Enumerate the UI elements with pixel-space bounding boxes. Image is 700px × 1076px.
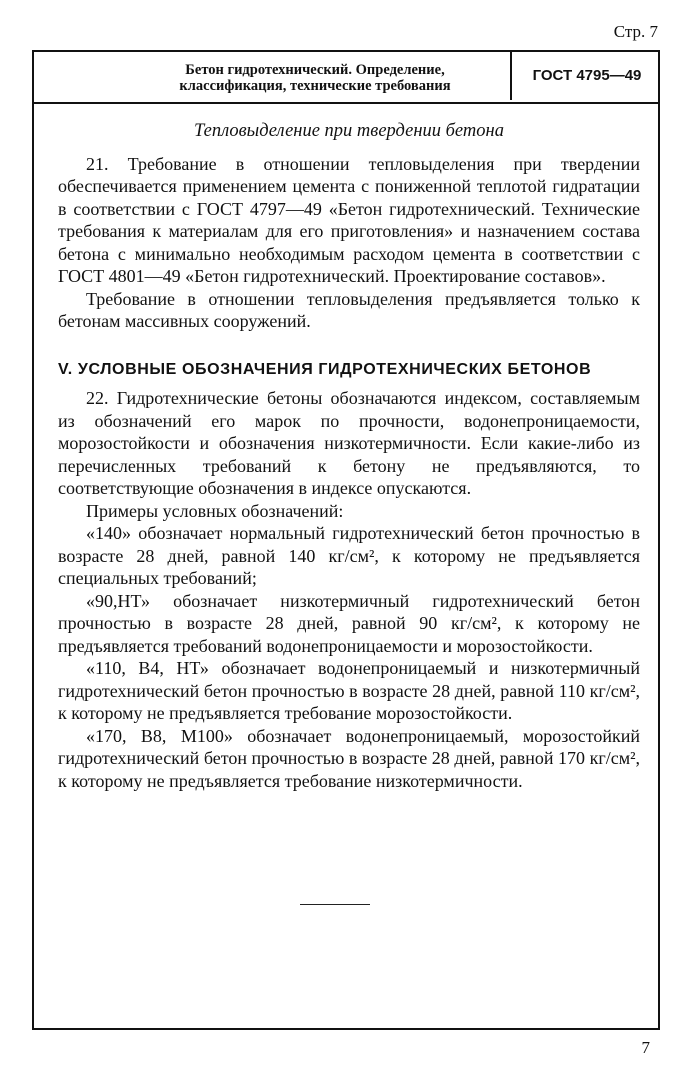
frame-left-border [32, 50, 34, 1030]
example-170-b8-m100: «170, В8, М100» обозначает водонепроницаемый, морозостойкий гидротехнический бетон прочностью в возрасте 28 дней, равной 170 кг/см², к которому не предъявляется требование низкотермичности. [58, 725, 640, 791]
page-number-bottom: 7 [641, 1038, 650, 1057]
standard-code: ГОСТ 4795—49 [532, 67, 642, 84]
section-title: V. УСЛОВНЫЕ ОБОЗНАЧЕНИЯ ГИДРОТЕХНИЧЕСКИХ БЕТОНОВ [58, 360, 592, 378]
paragraph-22: 22. Гидротехнические бетоны обозначаются индексом, составляемым из обозначений его марок по прочности, водонепроницаемости, морозостойкости и обозначения низкотермичности. Если какие-либо из перечисленных требований к бетону не предъявляются, то соответствующие обозначения в индексе опускаются. [58, 388, 640, 498]
examples-heading: Примеры условных обозначений: [86, 500, 344, 521]
paragraph-21: 21. Требование в отношении тепловыделения при твердении обеспечивается применением цемента с пониженной теплотой гидратации в соответствии с ГОСТ 4797—49 «Бетон гидротехнический. Технические требования к материалам для его приготовления» и назначением состава бетона с минимально необходимым расходом цемента в соответствии с ГОСТ 4801—49 «Бетон гидротехнический. Проектирование составов». [58, 153, 640, 286]
header-title-line-1: Бетон гидротехнический. Определение, [185, 62, 445, 78]
header-divider [510, 52, 512, 100]
header-title [110, 62, 520, 94]
frame-bottom-border [32, 1028, 660, 1030]
paragraph-heat-note: Требование в отношении тепловыделения предъявляется только к бетонам массивных сооружений. [58, 288, 640, 331]
document-header [32, 50, 660, 104]
subsection-title: Тепловыделение при твердении бетона [194, 121, 504, 141]
frame-right-border [658, 50, 660, 1030]
example-90-nt: «90,НТ» обозначает низкотермичный гидротехнический бетон прочностью в возрасте 28 дней, равной 90 кг/см², к которому не предъявляется требований водонепроницаемости и морозостойкости. [58, 590, 640, 656]
page-number-top: Стр. 7 [613, 22, 658, 41]
example-140: «140» обозначает нормальный гидротехнический бетон прочностью в возрасте 28 дней, равной 140 кг/см², к которому не предъявляется специальных требований; [58, 523, 640, 588]
page-content [58, 120, 640, 792]
end-separator-rule [300, 904, 370, 905]
example-110-b4-nt: «110, В4, НТ» обозначает водонепроницаемый и низкотермичный гидротехнический бетон прочностью в возрасте 28 дней, равной 110 кг/см², к которому не предъявляется требование морозостойкости. [58, 658, 640, 723]
header-title-line-2: классификация, технические требования [179, 78, 451, 94]
